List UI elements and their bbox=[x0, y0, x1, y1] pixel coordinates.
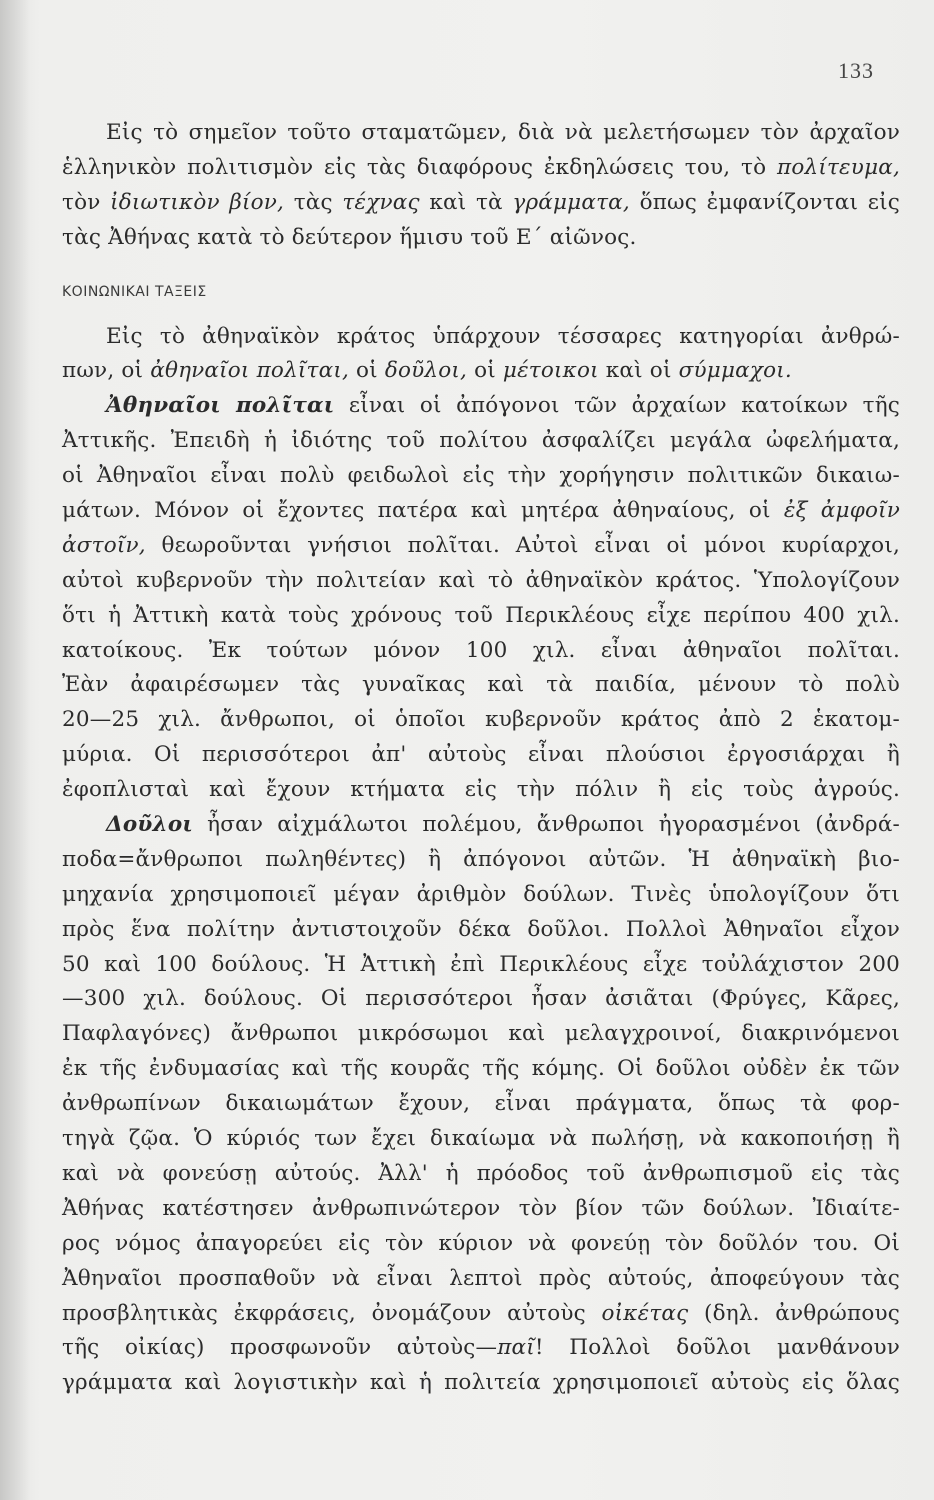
italic-term: ἐξ ἀμφοῖν bbox=[783, 498, 900, 524]
text-line bbox=[62, 389, 900, 424]
text-line bbox=[62, 948, 900, 983]
text-span: ρος νόμος ἀπαγορεύει εἰς τὸν κύριον νὰ φονεύῃ τὸν δοῦλόν του. Οἱ bbox=[62, 1230, 900, 1256]
text-line bbox=[62, 878, 900, 913]
paragraph-slaves bbox=[62, 808, 900, 1401]
text-line bbox=[62, 1087, 900, 1122]
text-span: οἱ Ἀθηναῖοι εἶναι πολὺ φειδωλοὶ εἰς τὴν χορήγησιν πολιτικῶν δικαιω- bbox=[62, 463, 900, 489]
text-span: ! Πολλοὶ δοῦλοι μανθάνουν bbox=[534, 1335, 900, 1361]
text-span: προσβλητικὰς ἐκφράσεις, ὀνομάζουν αὐτοὺς bbox=[62, 1300, 602, 1326]
text-line bbox=[62, 529, 900, 564]
text-span: ἑλληνικὸν πολιτισμὸν εἰς τὰς διαφόρους ἐκδηλώσεις του, τὸ bbox=[62, 154, 778, 180]
text-span: τὰς Ἀθήνας κατὰ τὸ δεύτερον ἥμισυ τοῦ Ε΄ αἰῶνος. bbox=[62, 224, 637, 250]
text-line bbox=[62, 1297, 900, 1332]
text-span: τηγὰ ζῷα. Ὁ κύριός των ἔχει δικαίωμα νὰ πωλήσῃ, νὰ κακοποιήσῃ ἢ bbox=[62, 1126, 900, 1152]
text-span: Παφλαγόνες) ἄνθρωποι μικρόσωμοι καὶ μελαγχροινοί, διακρινόμενοι bbox=[62, 1021, 900, 1047]
text-line bbox=[62, 116, 900, 151]
text-span: ὅπως ἐμφανίζονται εἰς bbox=[629, 189, 900, 215]
text-span: καὶ νὰ φονεύσῃ αὐτούς. Ἀλλ' ἡ πρόοδος τοῦ ἀνθρωπισμοῦ εἰς τὰς bbox=[62, 1160, 900, 1186]
section-heading: ΚΟΙΝΩΝΙΚΑΙ ΤΑΞΕΙΣ bbox=[62, 283, 207, 300]
text-span: καὶ τὰ bbox=[419, 189, 513, 215]
text-line bbox=[62, 982, 900, 1017]
text-line bbox=[62, 151, 900, 186]
text-span: Εἰς τὸ ἀθηναϊκὸν κράτος ὑπάρχουν τέσσαρες κατηγορίαι ἀνθρώ- bbox=[106, 323, 900, 349]
italic-term: τέχνας bbox=[342, 189, 420, 215]
text-line bbox=[62, 808, 900, 843]
text-line bbox=[62, 564, 900, 599]
text-line bbox=[62, 1017, 900, 1052]
text-line bbox=[62, 1227, 900, 1262]
text-line bbox=[62, 668, 900, 703]
text-span: θεωροῦνται γνήσιοι πολῖται. Αὐτοὶ εἶναι οἱ μόνοι κυρίαρχοι, bbox=[145, 532, 900, 558]
italic-term: δοῦλοι, bbox=[384, 358, 468, 384]
text-line bbox=[62, 354, 900, 389]
italic-term: ἀθηναῖοι πολῖται, bbox=[150, 358, 349, 384]
text-span: τὰς bbox=[284, 189, 343, 215]
text-span: πων, οἱ bbox=[62, 358, 151, 384]
text-span: οἱ bbox=[467, 358, 503, 384]
italic-term: γράμματα, bbox=[512, 189, 630, 215]
text-span: ἐφοπλισταὶ καὶ ἔχουν κτήματα εἰς τὴν πόλιν ἢ εἰς τοὺς ἀγρούς. bbox=[62, 777, 900, 803]
italic-term: ἰδιωτικὸν βίον, bbox=[110, 189, 285, 215]
text-line bbox=[62, 913, 900, 948]
text-span: Ἀθήνας κατέστησεν ἀνθρωπινώτερον τὸν βίον τῶν δούλων. Ἰδιαίτε- bbox=[62, 1195, 900, 1221]
binding-shadow bbox=[0, 0, 30, 1500]
text-line bbox=[62, 424, 900, 459]
text-line bbox=[62, 738, 900, 773]
text-line bbox=[62, 320, 900, 355]
text-span: ἦσαν αἰχμάλωτοι πολέμου, ἄνθρωποι ἠγορασμένοι (ἀνδρά- bbox=[192, 812, 900, 838]
text-span: Ἀττικῆς. Ἐπειδὴ ἡ ἰδιότης τοῦ πολίτου ἀσφαλίζει μεγάλα ὠφελήματα, bbox=[62, 428, 900, 454]
text-line bbox=[62, 843, 900, 878]
italic-term: παῖ bbox=[497, 1335, 535, 1361]
text-line bbox=[62, 703, 900, 738]
text-span: μάτων. Μόνον οἱ ἔχοντες πατέρα καὶ μητέρα ἀθηναίους, οἱ bbox=[62, 498, 784, 524]
text-span: μηχανία χρησιμοποιεῖ μέγαν ἀριθμὸν δούλων. Τινὲς ὑπολογίζουν ὅτι bbox=[62, 881, 900, 907]
text-line bbox=[62, 599, 900, 634]
text-span: 20—25 χιλ. ἄνθρωποι, οἱ ὁποῖοι κυβερνοῦν κράτος ἀπὸ 2 ἑκατομ- bbox=[62, 707, 900, 733]
italic-term: οἰκέτας bbox=[601, 1300, 689, 1326]
text-span: καὶ οἱ bbox=[598, 358, 679, 384]
page-number: 133 bbox=[838, 58, 874, 83]
text-span: Εἰς τὸ σημεῖον τοῦτο σταματῶμεν, διὰ νὰ μελετήσωμεν τὸν ἀρχαῖον bbox=[106, 120, 900, 145]
text-span: Ἐὰν ἀφαιρέσωμεν τὰς γυναῖκας καὶ τὰ παιδία, μένουν τὸ πολὺ bbox=[62, 672, 900, 698]
italic-term: πολίτευμα, bbox=[777, 154, 900, 180]
italic-term: μέτοικοι bbox=[502, 358, 599, 384]
term-citizens: Ἀθηναῖοι πολῖται bbox=[106, 393, 335, 419]
text-line bbox=[62, 1262, 900, 1297]
text-line bbox=[62, 1122, 900, 1157]
text-span: κατοίκους. Ἐκ τούτων μόνον 100 χιλ. εἶναι ἀθηναῖοι πολῖται. bbox=[62, 637, 900, 663]
paragraph-categories bbox=[62, 320, 900, 390]
text-span: Ἀθηναῖοι προσπαθοῦν νὰ εἶναι λεπτοὶ πρὸς αὐτούς, ἀποφεύγουν τὰς bbox=[62, 1265, 900, 1291]
text-span: οἱ bbox=[349, 358, 385, 384]
text-line bbox=[62, 1157, 900, 1192]
text-span: μύρια. Οἱ περισσότεροι ἀπ' αὐτοὺς εἶναι πλούσιοι ἐργοσιάρχαι ἢ bbox=[62, 742, 900, 768]
text-line bbox=[62, 773, 900, 808]
text-line bbox=[62, 1331, 900, 1366]
text-span: τὸν bbox=[62, 189, 111, 215]
body-text bbox=[62, 116, 900, 1401]
text-line bbox=[62, 494, 900, 529]
text-span: ἐκ τῆς ἐνδυμασίας καὶ τῆς κουρᾶς τῆς κόμης. Οἱ δοῦλοι οὐδὲν ἐκ τῶν bbox=[62, 1056, 900, 1082]
text-line bbox=[62, 459, 900, 494]
text-span: γράμματα καὶ λογιστικὴν καὶ ἡ πολιτεία χρησιμοποιεῖ αὐτοὺς εἰς ὅλας bbox=[62, 1370, 900, 1396]
text-span: πρὸς ἕνα πολίτην ἀντιστοιχοῦν δέκα δοῦλοι. Πολλοὶ Ἀθηναῖοι εἶχον bbox=[62, 916, 900, 942]
text-line bbox=[62, 634, 900, 669]
text-span: εἶναι οἱ ἀπόγονοι τῶν ἀρχαίων κατοίκων τῆς bbox=[334, 393, 901, 419]
text-span: 50 καὶ 100 δούλους. Ἡ Ἀττικὴ ἐπὶ Περικλέους εἶχε τοὐλάχιστον 200 bbox=[62, 951, 900, 977]
paragraph-intro bbox=[62, 116, 900, 256]
text-line bbox=[62, 221, 900, 256]
text-line bbox=[62, 1192, 900, 1227]
text-span: —300 χιλ. δούλους. Οἱ περισσότεροι ἦσαν ἀσιᾶται (Φρύγες, Κᾶρες, bbox=[62, 986, 900, 1012]
text-span: αὐτοὶ κυβερνοῦν τὴν πολιτείαν καὶ τὸ ἀθηναϊκὸν κράτος. Ὑπολογίζουν bbox=[62, 567, 900, 593]
text-line bbox=[62, 1052, 900, 1087]
text-span: ποδα=ἄνθρωποι πωληθέντες) ἢ ἀπόγονοι αὐτῶν. Ἡ ἀθηναϊκὴ βιο- bbox=[62, 846, 900, 872]
text-span: (δηλ. ἀνθρώπους bbox=[688, 1300, 900, 1326]
text-span: τῆς οἰκίας) προσφωνοῦν αὐτοὺς— bbox=[62, 1335, 498, 1361]
text-span: ὅτι ἡ Ἀττικὴ κατὰ τοὺς χρόνους τοῦ Περικλέους εἶχε περίπου 400 χιλ. bbox=[62, 602, 900, 628]
text-line bbox=[62, 1366, 900, 1401]
text-line bbox=[62, 186, 900, 221]
italic-term: σύμμαχοι. bbox=[678, 358, 792, 384]
italic-term: ἀστοῖν, bbox=[62, 532, 146, 558]
text-span: ἀνθρωπίνων δικαιωμάτων ἔχουν, εἶναι πράγματα, ὅπως τὰ φορ- bbox=[62, 1091, 900, 1117]
paragraph-citizens bbox=[62, 389, 900, 808]
term-slaves: Δοῦλοι bbox=[106, 812, 193, 838]
